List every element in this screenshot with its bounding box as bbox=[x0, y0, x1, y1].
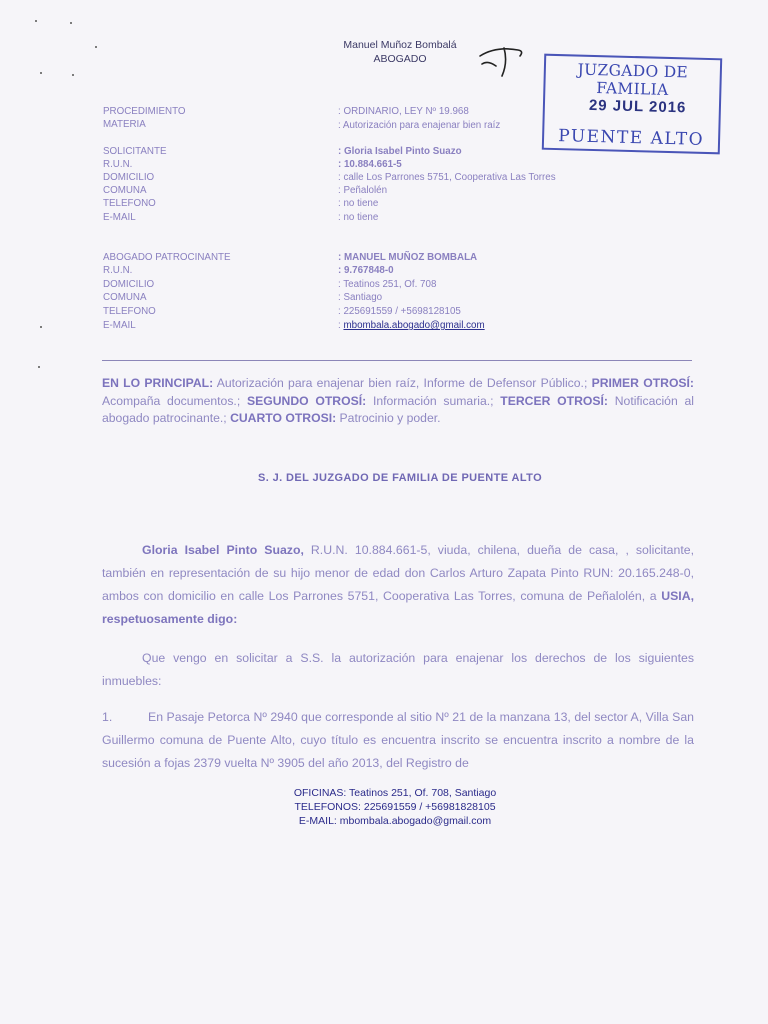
paragraph-1-text: R.U.N. 10.884.661-5, viuda, chilena, dueña de casa, , solicitante, también en representación de su hijo menor de edad don Carlos Arturo Zapata Pinto RUN: 20.165.248-0, ambos con domicilio en calle Los Parrones 5751, Cooperativa Las Torres, comuna de Peñalolén, a bbox=[102, 543, 695, 603]
telefono-label: TELEFONO bbox=[103, 198, 156, 209]
principal-label: EN LO PRINCIPAL: bbox=[102, 376, 214, 390]
comuna-value: : Peñalolén bbox=[338, 185, 388, 196]
footer-telefonos: TELEFONOS: 225691559 / +56981828105 bbox=[294, 801, 496, 813]
scan-speck bbox=[40, 72, 42, 74]
tercer-otrosi-text: Notificación al abogado patrocinante.; bbox=[102, 393, 694, 425]
telefono-value: : no tiene bbox=[338, 198, 379, 209]
abogado-label: ABOGADO PATROCINANTE bbox=[103, 252, 231, 263]
scan-speck bbox=[35, 20, 37, 22]
letterhead bbox=[300, 38, 500, 66]
paragraph-3 bbox=[102, 706, 694, 775]
stamp-city: PUENTE ALTO bbox=[557, 126, 705, 150]
court-heading: S. J. DEL JUZGADO DE FAMILIA DE PUENTE ALTO bbox=[257, 472, 543, 484]
paragraph-1 bbox=[102, 539, 694, 631]
scan-speck bbox=[95, 46, 97, 48]
procedimiento-value: : ORDINARIO, LEY Nº 19.968 bbox=[338, 106, 469, 117]
paragraph-3-number: 1. bbox=[102, 710, 113, 724]
scan-speck bbox=[70, 22, 72, 24]
footer bbox=[240, 786, 550, 828]
procedimiento-label: PROCEDIMIENTO bbox=[103, 106, 186, 117]
abogado-email-label: E-MAIL bbox=[103, 320, 136, 331]
paragraph-3-text: En Pasaje Petorca Nº 2940 que corresponde al sitio Nº 21 de la manzana 13, del sector A, Villa San Guillermo comuna de Puente Alto, cuyo título es encuentra inscrito se encuentra inscrito a nombre de la sucesión a fojas 2379 vuelta Nº 3905 del año 2013, del Registro de bbox=[102, 710, 694, 770]
abogado-comuna-label: COMUNA bbox=[103, 292, 147, 303]
tercer-otrosi-label: TERCER OTROSÍ: bbox=[500, 393, 608, 408]
petition-summary bbox=[102, 375, 694, 428]
primer-otrosi-label: PRIMER OTROSÍ: bbox=[591, 376, 694, 390]
abogado-telefono-value: : 225691559 / +5698128105 bbox=[338, 306, 461, 317]
applicant-name: Gloria Isabel Pinto Suazo, bbox=[142, 543, 304, 557]
abogado-domicilio-label: DOMICILIO bbox=[103, 279, 155, 290]
lawyer-name: Manuel Muñoz Bombalá bbox=[343, 39, 457, 51]
abogado-telefono-label: TELEFONO bbox=[103, 306, 156, 317]
email-value: : no tiene bbox=[338, 212, 379, 223]
solicitante-label: SOLICITANTE bbox=[103, 146, 167, 157]
abogado-run-label: R.U.N. bbox=[103, 265, 133, 276]
scan-speck bbox=[72, 74, 74, 76]
scan-speck bbox=[38, 366, 40, 368]
paragraph-2: Que vengo en solicitar a S.S. la autorización para enajenar los derechos de los siguientes inmuebles: bbox=[102, 651, 694, 688]
divider bbox=[102, 360, 692, 361]
paragraph-1-end: USIA, respetuosamente digo: bbox=[102, 589, 694, 626]
lawyer-title: ABOGADO bbox=[373, 53, 427, 65]
scan-speck bbox=[40, 326, 42, 328]
footer-oficinas: OFICINAS: Teatinos 251, Of. 708, Santiago bbox=[293, 787, 497, 799]
email-label: E-MAIL bbox=[103, 212, 136, 223]
abogado-comuna-value: : Santiago bbox=[338, 292, 383, 303]
domicilio-value: : calle Los Parrones 5751, Cooperativa Las Torres bbox=[338, 172, 556, 183]
comuna-label: COMUNA bbox=[103, 185, 147, 196]
handwritten-mark-icon bbox=[474, 42, 534, 82]
materia-label: MATERIA bbox=[103, 119, 146, 130]
email-prefix: : bbox=[338, 320, 344, 331]
principal-text: Autorización para enajenar bien raíz, Informe de Defensor Público.; bbox=[213, 376, 592, 390]
domicilio-label: DOMICILIO bbox=[103, 172, 155, 183]
stamp-date: 29 JUL 2016 bbox=[588, 96, 687, 117]
abogado-domicilio-value: : Teatinos 251, Of. 708 bbox=[338, 279, 437, 290]
court-stamp bbox=[542, 54, 722, 155]
materia-value: : Autorización para enajenar bien raíz bbox=[338, 120, 501, 131]
abogado-value: : MANUEL MUÑOZ BOMBALA bbox=[338, 252, 478, 263]
primer-otrosi-text: Acompaña documentos.; bbox=[102, 393, 247, 408]
stamp-court: JUZGADO DE FAMILIA bbox=[577, 60, 689, 99]
solicitante-value: : Gloria Isabel Pinto Suazo bbox=[338, 146, 462, 157]
abogado-email bbox=[338, 320, 485, 331]
footer-email: E-MAIL: mbombala.abogado@gmail.com bbox=[298, 815, 492, 827]
run-value: : 10.884.661-5 bbox=[338, 159, 402, 170]
cuarto-otrosi-text: Patrocinio y poder. bbox=[336, 411, 441, 425]
email-link[interactable]: mbombala.abogado@gmail.com bbox=[343, 320, 485, 331]
run-label: R.U.N. bbox=[103, 159, 133, 170]
cuarto-otrosi-label: CUARTO OTROSI: bbox=[230, 411, 337, 425]
segundo-otrosi-label: SEGUNDO OTROSÍ: bbox=[246, 393, 367, 408]
segundo-otrosi-text: Información sumaria.; bbox=[366, 393, 501, 408]
abogado-run-value: : 9.767848-0 bbox=[338, 265, 394, 276]
